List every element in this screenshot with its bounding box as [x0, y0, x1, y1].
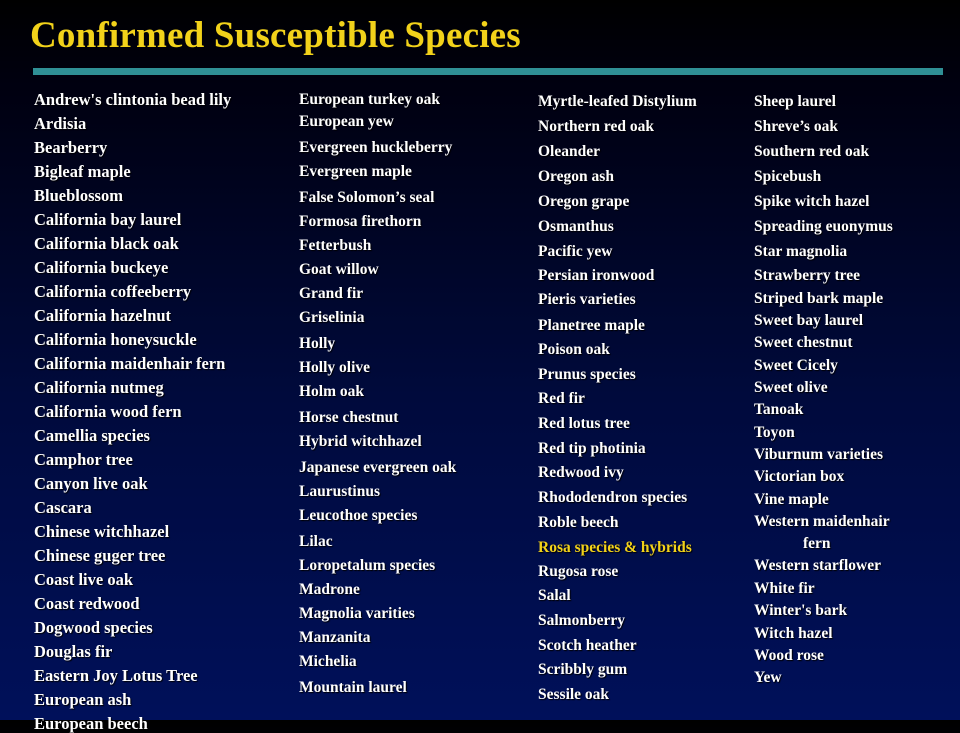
species-item: Prunus species	[538, 366, 636, 383]
species-item: Fetterbush	[299, 237, 372, 254]
species-item: Wood rose	[754, 647, 824, 664]
species-item: Chinese guger tree	[34, 546, 166, 565]
species-item: Ardisia	[34, 114, 87, 133]
species-item: Bigleaf maple	[34, 162, 131, 181]
species-item: Manzanita	[299, 629, 371, 646]
title-divider	[33, 68, 943, 75]
species-item: Chinese witchhazel	[34, 522, 170, 541]
species-item: Evergreen maple	[299, 163, 412, 180]
species-item: Shreve’s oak	[754, 118, 838, 135]
species-item: California black oak	[34, 234, 179, 253]
species-item: Vine maple	[754, 491, 829, 508]
species-item: Canyon live oak	[34, 474, 148, 493]
species-item: Dogwood species	[34, 618, 153, 637]
species-item: Planetree maple	[538, 317, 645, 334]
species-item: Star magnolia	[754, 243, 848, 260]
species-item: Winter's bark	[754, 602, 848, 619]
species-item: Coast redwood	[34, 594, 140, 613]
species-item: Camphor tree	[34, 450, 133, 469]
species-item: Griselinia	[299, 309, 365, 326]
species-item: Blueblossom	[34, 186, 123, 205]
species-item: Salal	[538, 587, 571, 604]
species-item: Western maidenhair	[754, 513, 890, 530]
species-item: European beech	[34, 714, 148, 733]
species-item: Bearberry	[34, 138, 108, 157]
species-item: Oregon grape	[538, 193, 630, 210]
species-item: Southern red oak	[754, 143, 870, 160]
species-item: Rugosa rose	[538, 563, 619, 580]
species-item: Eastern Joy Lotus Tree	[34, 666, 198, 685]
species-item: European yew	[299, 113, 394, 130]
species-item: Redwood ivy	[538, 464, 624, 481]
species-item: Sheep laurel	[754, 93, 836, 110]
species-item: Spicebush	[754, 168, 822, 185]
species-item: Victorian box	[754, 468, 845, 485]
species-item: Holm oak	[299, 383, 365, 400]
species-item: Toyon	[754, 424, 795, 441]
species-item: White fir	[754, 580, 815, 597]
species-item: California hazelnut	[34, 306, 172, 325]
species-item: Michelia	[299, 653, 357, 670]
species-item: California wood fern	[34, 402, 182, 421]
species-item: Red lotus tree	[538, 415, 630, 432]
species-item: California bay laurel	[34, 210, 182, 229]
species-item: Striped bark maple	[754, 290, 884, 307]
species-item: Camellia species	[34, 426, 150, 445]
species-item: False Solomon’s seal	[299, 189, 435, 206]
species-item: Sweet chestnut	[754, 334, 853, 351]
species-item: Pacific yew	[538, 243, 613, 260]
species-item: Holly olive	[299, 359, 371, 376]
species-item: Witch hazel	[754, 625, 833, 642]
species-item: California buckeye	[34, 258, 169, 277]
species-item: Tanoak	[754, 401, 804, 418]
species-item: Pieris varieties	[538, 291, 636, 308]
species-item: Goat willow	[299, 261, 379, 278]
species-item: Northern red oak	[538, 118, 654, 135]
species-item: Scotch heather	[538, 637, 637, 654]
species-item: Sessile oak	[538, 686, 610, 703]
species-item: California nutmeg	[34, 378, 164, 397]
species-item: Horse chestnut	[299, 409, 399, 426]
species-item: Cascara	[34, 498, 92, 517]
species-item: Lilac	[299, 533, 333, 550]
species-item: Leucothoe species	[299, 507, 418, 524]
species-item: Spike witch hazel	[754, 193, 870, 210]
page-title: Confirmed Susceptible Species	[30, 15, 521, 56]
species-item: Sweet olive	[754, 379, 828, 396]
species-item: Red tip photinia	[538, 440, 646, 457]
species-item: Mountain laurel	[299, 679, 407, 696]
species-item: Red fir	[538, 390, 585, 407]
species-item: fern	[803, 535, 831, 552]
species-item: Western starflower	[754, 557, 881, 574]
species-item: Holly	[299, 335, 336, 352]
species-item: Yew	[754, 669, 782, 686]
species-item: Spreading euonymus	[754, 218, 893, 235]
species-item: Persian ironwood	[538, 267, 655, 284]
species-item: Loropetalum species	[299, 557, 436, 574]
species-item: Roble beech	[538, 514, 619, 531]
species-item: Douglas fir	[34, 642, 113, 661]
species-item: California maidenhair fern	[34, 354, 226, 373]
species-item: Oregon ash	[538, 168, 614, 185]
species-item: Osmanthus	[538, 218, 614, 235]
species-item: Rosa species & hybrids	[538, 539, 692, 556]
species-item: Poison oak	[538, 341, 610, 358]
species-item: Japanese evergreen oak	[299, 459, 457, 476]
species-item: Madrone	[299, 581, 360, 598]
species-item: Oleander	[538, 143, 600, 160]
species-item: Magnolia varities	[299, 605, 415, 622]
species-item: Laurustinus	[299, 483, 380, 500]
species-item: Viburnum varieties	[754, 446, 884, 463]
species-item: Hybrid witchhazel	[299, 433, 422, 450]
species-item: Strawberry tree	[754, 267, 861, 284]
species-item: Rhododendron species	[538, 489, 688, 506]
species-item: Myrtle-leafed Distylium	[538, 93, 697, 110]
species-item: Salmonberry	[538, 612, 625, 629]
species-item: Evergreen huckleberry	[299, 139, 453, 156]
species-item: Sweet Cicely	[754, 357, 838, 374]
species-item: European turkey oak	[299, 91, 440, 108]
species-item: Scribbly gum	[538, 661, 628, 678]
species-item: Sweet bay laurel	[754, 312, 864, 329]
species-item: California coffeeberry	[34, 282, 192, 301]
species-item: Coast live oak	[34, 570, 133, 589]
species-item: European ash	[34, 690, 132, 709]
species-item: California honeysuckle	[34, 330, 197, 349]
species-item: Andrew's clintonia bead lily	[34, 90, 232, 109]
species-item: Formosa firethorn	[299, 213, 422, 230]
species-item: Grand fir	[299, 285, 364, 302]
